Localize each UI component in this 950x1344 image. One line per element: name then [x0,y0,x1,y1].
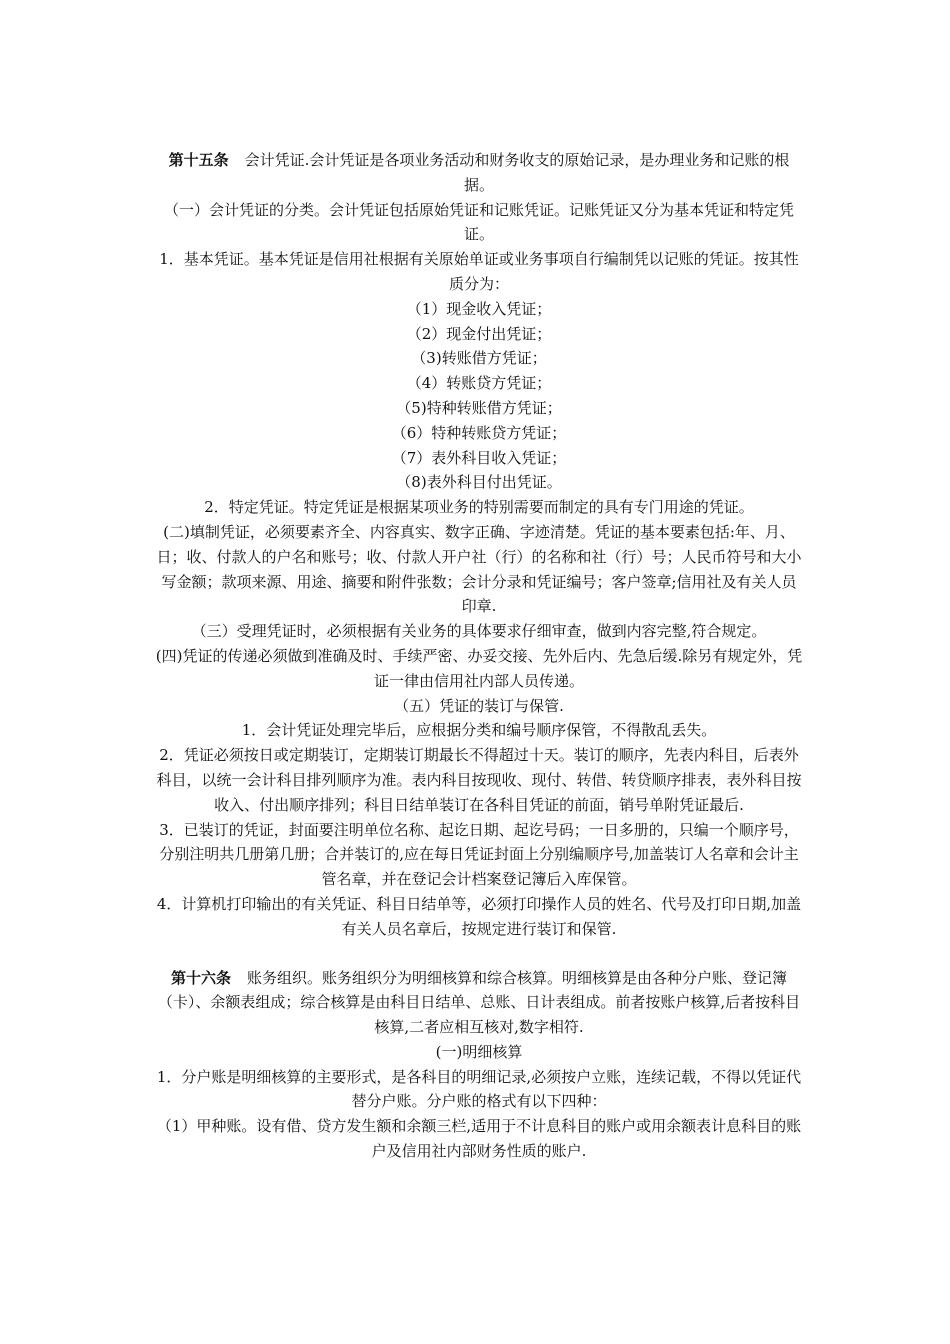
document-page [155,148,803,1164]
paragraph: 1．会计凭证处理完毕后，应根据分类和编号顺序保管，不得散乱丢失。 [241,721,717,740]
paragraph: (四)凭证的传递必须做到准确及时、手续严密、办妥交接、先外后内、先急后缓.除另有规定外，凭证一律由信用社内部人员传递。 [155,646,803,690]
paragraph: （7）表外科目收入凭证； [391,448,567,467]
paragraph: 1．基本凭证。基本凭证是信用社根据有关原始单证或业务事项自行编制凭以记账的凭证。按其性质分为： [159,250,799,293]
paragraph: （8)表外科目付出凭证。 [396,473,562,492]
article-15-opening [155,148,803,198]
paragraph: （1）现金收入凭证； [406,299,552,318]
paragraph: （2）现金付出凭证； [406,324,552,343]
paragraph: （3)转账借方凭证； [411,349,547,368]
paragraph: 2．凭证必须按日或定期装订，定期装订期最长不得超过十天。装订的顺序，先表内科目，后表外科目，以统一会计科目排列顺序为准。表内科目按现收、现付、转借、转贷顺序排表，表外科目按收入、付出顺序排列；科目日结单装订在各科目凭证的前面，销号单附凭证最后. [156,746,802,814]
paragraph: （6）特种转账贷方凭证； [391,423,567,442]
paragraph: 3．已装订的凭证，封面要注明单位名称、起讫日期、起讫号码；一日多册的，只编一个顺序号，分别注明共几册第几册；合并装订的,应在每日凭证封面上分别编顺序号,加盖装订人名章和会计主管名章，并在登记会计档案登记簿后入库保管。 [159,820,799,889]
paragraph: 2．特定凭证。特定凭证是根据某项业务的特别需要而制定的具有专门用途的凭证。 [204,498,754,517]
article-16-heading: 第十六条 [170,968,231,987]
paragraph: 4．计算机打印输出的有关凭证、科目日结单等，必须打印操作人员的姓名、代号及打印日期,加盖有关人员名章后，按规定进行装订和保管. [156,894,802,938]
article-16-opening [155,966,803,1040]
article-15-heading: 第十五条 [168,151,229,169]
paragraph: （4）转账贷方凭证； [406,374,552,393]
paragraph: 1．分户账是明细核算的主要形式，是各科目的明细记录,必须按户立账，连续记载，不得以凭证代替分户账。分户账的格式有以下四种： [156,1067,802,1111]
paragraph: （三）受理凭证时，必须根据有关业务的具体要求仔细审查，做到内容完整,符合规定。 [191,622,767,641]
paragraph: （五）凭证的装订与保管. [394,696,564,715]
article-15-intro: 会计凭证.会计凭证是各项业务活动和财务收支的原始记录，是办理业务和记账的根据。 [244,151,790,194]
paragraph: （一）会计凭证的分类。会计凭证包括原始凭证和记账凭证。记账凭证又分为基本凭证和特定凭证。 [163,200,794,244]
article-15-body [155,198,803,942]
article-16-body [155,1040,803,1164]
paragraph: (二)填制凭证，必须要素齐全、内容真实、数字正确、字迹清楚。凭证的基本要素包括:年、月、日；收、付款人的户名和账号；收、付款人开户社（行）的名称和社（行）号；人民币符号和大小写金额；款项来源、用途、摘要和附件张数；会计分录和凭证编号；客户签章;信用社及有关人员印章. [156,522,802,616]
paragraph: （5)特种转账借方凭证； [396,398,562,417]
section-gap [155,942,803,966]
paragraph: （1）甲种账。设有借、贷方发生额和余额三栏,适用于不计息科目的账户或用余额表计息科目的账户及信用社内部财务性质的账户. [156,1117,802,1161]
article-16-intro: 账务组织。账务组织分为明细核算和综合核算。明细核算是由各种分户账、登记簿（卡）、余额表组成；综合核算是由科目日结单、总账、日计表组成。前者按账户核算,后者按科目核算,二者应相互核对,数字相符. [157,968,801,1037]
paragraph: (一)明细核算 [435,1042,523,1061]
